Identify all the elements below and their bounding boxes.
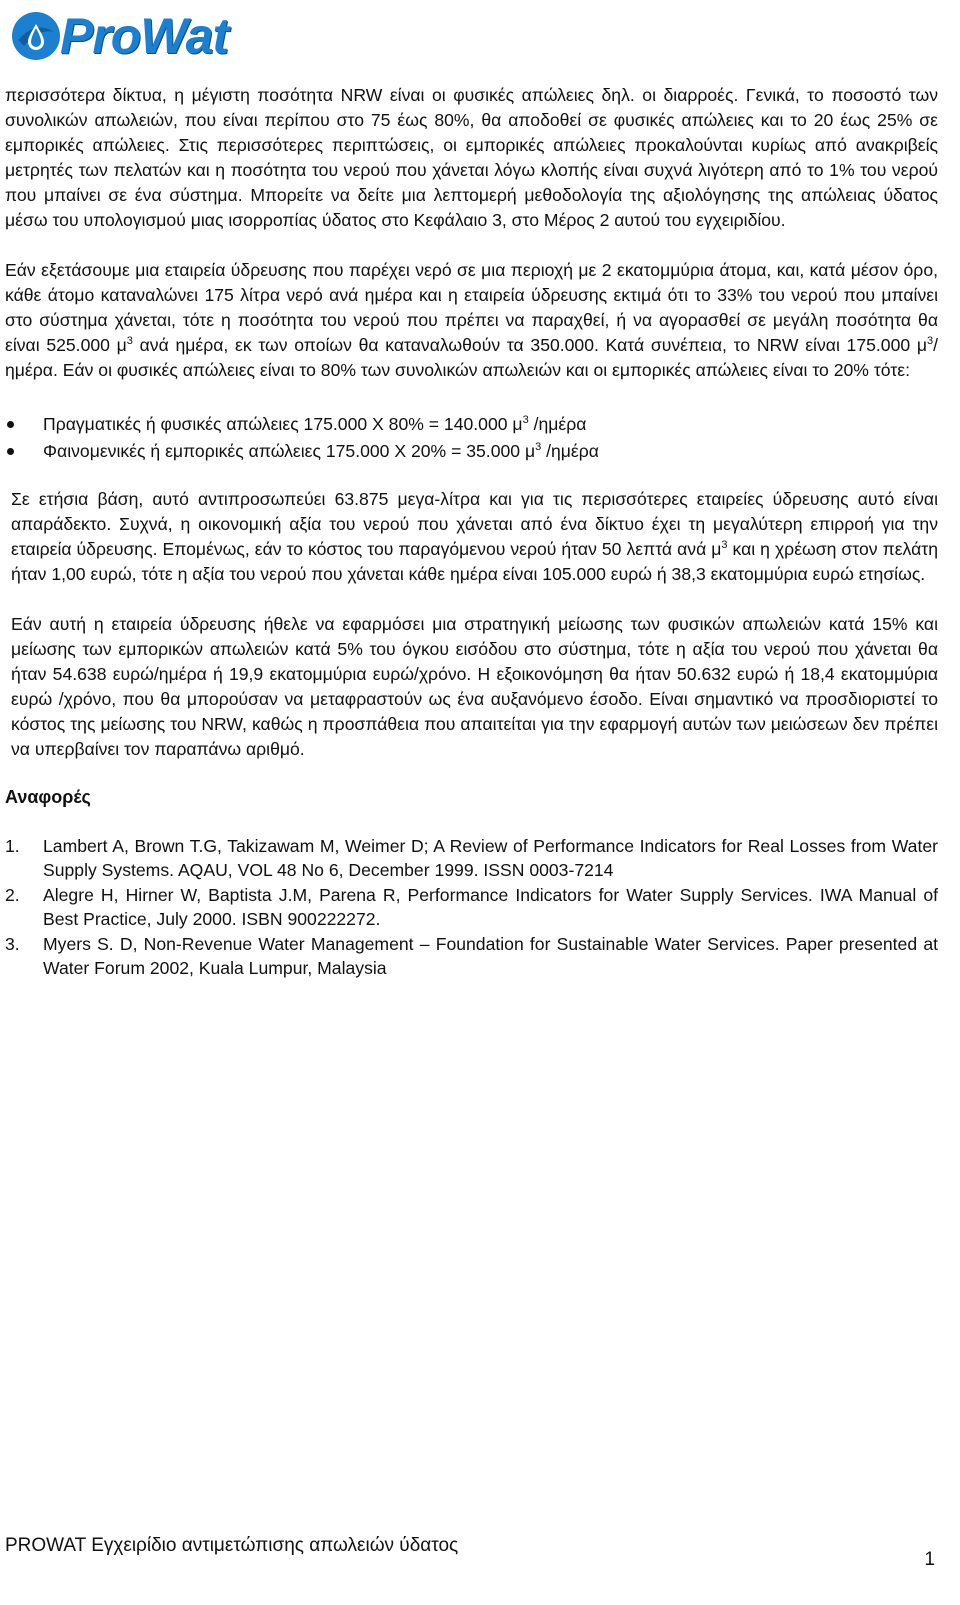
list-item bbox=[5, 411, 938, 438]
bullet-text: /ημέρα bbox=[541, 441, 599, 461]
references-list bbox=[5, 834, 938, 980]
bullet-text: /ημέρα bbox=[528, 414, 587, 434]
paragraph-3 bbox=[5, 487, 938, 587]
logo-wordmark: ProWat bbox=[60, 8, 229, 64]
superscript: 3 bbox=[721, 539, 728, 551]
reference-text: Lambert A, Brown T.G, Takizawam M, Weimer D; A Review of Performance Indicators for Real Losses from Water Supply Systems. AQAU, VOL 48 No 6, December 1999. ISSN 0003-7214 bbox=[43, 836, 938, 880]
paragraph-2-part-c: /ημέρα. Εάν οι φυσικές απώλειες είναι το 80% των συνολικών απωλειών και οι εμπορικές απώλειες είναι το 20% τότε: bbox=[5, 335, 939, 380]
document-body bbox=[5, 83, 938, 980]
references-heading: Αναφορές bbox=[5, 787, 91, 807]
page-footer bbox=[5, 1534, 935, 1570]
list-item bbox=[5, 932, 938, 980]
list-item bbox=[5, 883, 938, 931]
superscript: 3 bbox=[126, 335, 133, 347]
footer-title: PROWAT Εγχειρίδιο αντιμετώπισης απωλειών ύδατος bbox=[5, 1535, 459, 1556]
superscript: 3 bbox=[522, 414, 529, 426]
list-item bbox=[5, 438, 938, 465]
reference-text: Myers S. D, Non-Revenue Water Management – Foundation for Sustainable Water Services. Paper presented at Water Forum 2002, Kuala Lumpur, Malaysia bbox=[43, 934, 938, 978]
bullet-list bbox=[5, 411, 938, 465]
paragraph-3-part-b: και η χρέωση στον πελάτη ήταν 1,00 ευρώ, τότε η αξία του νερού που χάνεται κάθε ημέρα είναι 105.000 ευρώ ή 38,3 εκατομμύρια ευρώ ετησίως. bbox=[11, 539, 938, 584]
page-number: 1 bbox=[924, 1549, 935, 1570]
paragraph-1: περισσότερα δίκτυα, η μέγιστη ποσότητα NRW είναι οι φυσικές απώλειες δηλ. οι διαρροές. Γενικά, το ποσοστό των συνολικών απωλειών, που είναι περίπου στο 75 έως 80%, θα αποδοθεί σε φυσικές απώλειες και το 20 έως 25% σε εμπορικές απώλειες. Στις περισσότερες περιπτώσεις, οι εμπορικές απώλειες προκαλούνται κυρίως από ανακριβείς μετρητές των πελατών και η ποσότητα του νερού που χάνεται λόγω κλοπής είναι συχνά λιγότερη από το 1% του νερού που μπαίνει σε ένα σύστημα. Μπορείτε να δείτε μια λεπτομερή μεθοδολογία της αξιολόγησης της απώλειας ύδατος μέσω του υπολογισμού μιας ισορροπίας ύδατος στο Κεφάλαιο 3, στο Μέρος 2 αυτού του εγχειριδίου. bbox=[5, 85, 938, 230]
paragraph-2-part-b: ανά ημέρα, εκ των οποίων θα καταναλωθούν τα 350.000. Κατά συνέπεια, το NRW είναι 175.000 μ bbox=[132, 335, 927, 355]
superscript: 3 bbox=[927, 335, 934, 347]
water-drop-logo-icon bbox=[10, 10, 62, 62]
reference-text: Alegre H, Hirner W, Baptista J.M, Parena R, Performance Indicators for Water Supply Services. IWA Manual of Best Practice, July 2000. ISBN 900222272. bbox=[43, 885, 938, 929]
reference-number: 2. bbox=[5, 885, 20, 905]
prowat-logo bbox=[10, 8, 228, 64]
superscript: 3 bbox=[535, 441, 542, 453]
paragraph-3-part-a: Σε ετήσια βάση, αυτό αντιπροσωπεύει 63.875 μεγα-λίτρα και για τις περισσότερες εταιρείες ύδρευσης αυτό είναι απαράδεκτο. Συχνά, η οικονομική αξία του νερού που χάνεται από ένα δίκτυο έχει τη μεγαλύτερη επιρροή για την εταιρεία ύδρευσης. Επομένως, εάν το κόστος του παραγόμενου νερού ήταν 50 λεπτά ανά μ bbox=[11, 489, 938, 559]
reference-number: 3. bbox=[5, 934, 20, 954]
bullet-text: Φαινομενικές ή εμπορικές απώλειες 175.000 Χ 20% = 35.000 μ bbox=[43, 441, 536, 461]
list-item bbox=[5, 834, 938, 882]
paragraph-2 bbox=[5, 258, 938, 383]
paragraph-2-part-a: Εάν εξετάσουμε μια εταιρεία ύδρευσης που παρέχει νερό σε μια περιοχή με 2 εκατομμύρια άτομα, και, κατά μέσον όρο, κάθε άτομο καταναλώνει 175 λίτρα νερό ανά ημέρα και η εταιρεία ύδρευσης εκτιμά ότι το 33% του νερού που μπαίνει στο σύστημα χάνεται, τότε η ποσότητα του νερού που πρέπει να παραχθεί, ή να αγορασθεί σε μεγάλη ποσότητα θα είναι 525.000 μ bbox=[5, 260, 938, 355]
paragraph-4: Εάν αυτή η εταιρεία ύδρευσης ήθελε να εφαρμόσει μια στρατηγική μείωσης των φυσικών απωλειών κατά 15% και μείωσης των εμπορικών απωλειών κατά 5% του όγκου εισόδου στο σύστημα, τότε η αξία του νερού που χάνεται θα ήταν 54.638 ευρώ/ημέρα ή 19,9 εκατομμύρια ευρώ/χρόνο. Η εξοικονόμηση θα ήταν 50.632 ευρώ ή 18,4 εκατομμύρια ευρώ /χρόνο, που θα μπορούσαν να μεταφραστούν ως ένα αυξανόμενο έσοδο. Είναι σημαντικό να προσδιοριστεί το κόστος της μείωσης του NRW, καθώς η προσπάθεια που απαιτείται για την εφαρμογή αυτών των μειώσεων δεν πρέπει να υπερβαίνει τον παραπάνω αριθμό. bbox=[11, 614, 938, 759]
bullet-text: Πραγματικές ή φυσικές απώλειες 175.000 Χ 80% = 140.000 μ bbox=[43, 414, 523, 434]
reference-number: 1. bbox=[5, 836, 20, 856]
